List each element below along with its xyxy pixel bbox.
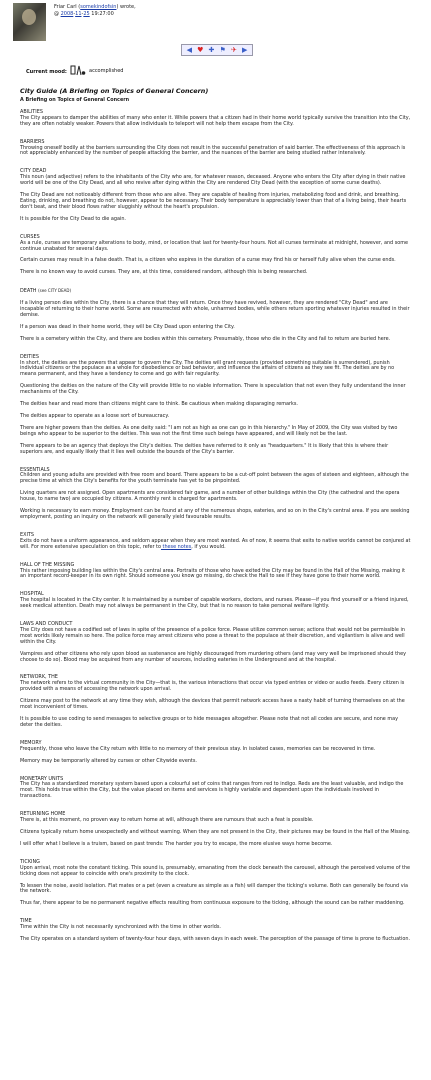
ticking-text-1: Upon arrival, most note the constant ticking. This sound is, presumably, emanating from the clock beneath the carousel, although the perceived volume of the ticking does not appear to coincide with one's proximity to the clock. bbox=[20, 864, 411, 877]
memory-text-1: Frequently, those who leave the City return with little to no memory of their previous stay. In isolated cases, memories can be recovered in time. bbox=[20, 745, 376, 752]
network-text-1: The network refers to the virtual community in the City—that is, the various interactions that occur via typed entries or video or audio feeds. Every citizen is provided with a means of accessing the network upon arrival. bbox=[20, 680, 405, 693]
post-subtitle: A Briefing on Topics of General Concern bbox=[20, 97, 130, 103]
bookmark-icon[interactable]: ⚑ bbox=[219, 46, 226, 54]
deities-text-2: Questioning the deities on the nature of the City will provide little to no viable information. There is speculation that not even they fully understand the inner mechanisms of the City. bbox=[20, 383, 406, 396]
mood-label: Current mood: bbox=[26, 69, 67, 75]
time-text-2: The City operates on a standard system of twenty-four hour days, with seven days in each week. The perception of the passage of time is prone to fluctuation. bbox=[20, 936, 411, 943]
city-dead-text-1: This noun (and adjective) refers to the inhabitants of the City who are, for whatever reason, deceased. Anyone who enters the City after dying in their native world will be one of the City Dead, and all who revive after dying within the City are rendered City Dead (with the exception of some curse deaths). bbox=[20, 174, 406, 187]
returning-text-3: I will offer what I believe is a truism, based on past trends: The harder you try to escape, the more elusive ways home become. bbox=[20, 840, 333, 847]
date-day-link[interactable]: 25 bbox=[83, 11, 90, 17]
abilities-text: The City appears to damper the abilities of many who enter it. While powers that a citizen had in their home world typically survive the transition into the City, they are often notably weaker. Powers that allow individuals to teleport will not help them escape from the City. bbox=[20, 114, 411, 127]
entry-header bbox=[13, 3, 413, 43]
heading-hall-of-missing: HALL OF THE MISSING bbox=[20, 561, 75, 568]
ticking-text-3: Thus far, there appear to be no permanent negative effects resulting from continuous exposure to the ticking, although the sound can be rather maddening. bbox=[20, 900, 405, 907]
monetary-text: The City has a standardized monetary system based upon a colourful set of coins that ranges from red to indigo. Reds are the least valuable, and indigo the most. This holds true within the City, but the value placed on items and services is highly variable and dependent upon the individuals involved in transactions. bbox=[20, 781, 404, 800]
poster-username-link[interactable]: somekindofsin bbox=[80, 4, 117, 10]
flag-icon[interactable]: ✈ bbox=[230, 46, 237, 54]
heading-network: NETWORK, THE bbox=[20, 674, 58, 681]
mood-value: accomplished bbox=[89, 68, 124, 74]
curses-text-3: There is no known way to avoid curses. They are, at this time, considered random, although this is being researched. bbox=[20, 269, 308, 276]
at-label: @ bbox=[54, 11, 59, 17]
heading-memory: MEMORY bbox=[20, 739, 42, 746]
heading-curses: CURSES bbox=[20, 233, 40, 240]
heading-hospital: HOSPITAL bbox=[20, 591, 44, 598]
heading-time: TIME bbox=[20, 918, 32, 925]
laws-text-2: Vampires and other citizens who rely upon blood as sustenance are highly discouraged from murdering others (and may very well be imprisoned should they choose to do so). Blood may be acquired from any number of sources, including eateries in the Underground and at the hospital. bbox=[20, 650, 407, 663]
laws-text-1: The City does not have a codified set of laws in spite of the presence of a police force. Please utilize common sense; actions that would not be permissible in most worlds likely remain so here. The police force may arrest citizens who pose a threat to the populace at their discretion, and vigilantism is alive and well within the City. bbox=[20, 626, 405, 645]
barriers-text: Throwing oneself bodily at the barriers surrounding the City does not result in the successful penetration of said barrier. The effectiveness of this approach is not appreciably enhanced by the number of people attacking the barrier, and the nuances of the barrier are being studied rather intensively. bbox=[20, 144, 406, 157]
heading-city-dead: CITY DEAD bbox=[20, 168, 47, 175]
heading-monetary: MONETARY UNITS bbox=[20, 775, 64, 782]
death-text-2: If a person was dead in their home world, they will be City Dead upon entering the City. bbox=[20, 323, 235, 330]
heart-icon[interactable]: ♥ bbox=[197, 46, 204, 54]
heading-returning-home: RETURNING HOME bbox=[20, 811, 66, 818]
returning-text-2: Citizens typically return home unexpectedly and without warning. When they are not present in the City, their pictures may be found in the Hall of the Missing. bbox=[20, 828, 411, 835]
post-time: 19:27:00 bbox=[91, 11, 114, 17]
heading-barriers: BARRIERS bbox=[20, 138, 45, 145]
poster-line: Friar Carl (somekindofsin) wrote, @ 2008-11-25 19:27:00 bbox=[54, 4, 136, 17]
heading-laws: LAWS AND CONDUCT bbox=[20, 621, 73, 628]
mood-face-icon bbox=[70, 64, 86, 77]
date-month-link[interactable]: 11 bbox=[75, 11, 82, 17]
essentials-text-1: Children and young adults are provided with free room and board. There appears to be a cut-off point between the ages of sixteen and eighteen, although the precise time at which the City's benefits for the youth terminate has yet to be pinpointed. bbox=[20, 472, 409, 485]
essentials-text-3: Working is necessary to earn money. Employment can be found at any of the numerous shops, eateries, and so on in the City's central area. If you are seeking employment, posting an inquiry on the network will generally yield favourable results. bbox=[20, 508, 410, 520]
prev-arrow-icon[interactable]: ◀ bbox=[186, 46, 192, 54]
heading-abilities: ABILITIES bbox=[20, 108, 43, 115]
post-title: City Guide (A Briefing on Topics of General Concern) bbox=[20, 87, 209, 95]
hospital-text: The hospital is located in the City center. It is maintained by a number of capable workers, doctors, and nurses. Please—if you find yourself or a friend injured, seek medical attention. Death may not always be permanent in the City, but that is no reason to take personal welfare lightly. bbox=[20, 597, 409, 610]
deities-text-6: There appears to be an agency that deploys the City's deities. The deities have referred to it only as "headquarters." It is likely that this is where their superiors are, and equally likely that it lies well outside the bounds of the City's barrier. bbox=[20, 442, 389, 455]
plus-icon[interactable]: ✚ bbox=[208, 46, 215, 54]
date-year-link[interactable]: 2008 bbox=[60, 11, 74, 17]
wrote-label: wrote, bbox=[120, 4, 136, 10]
post-body bbox=[20, 98, 412, 943]
poster-name: Friar Carl bbox=[54, 4, 77, 10]
curses-text-2: Certain curses may result in a false death. That is, a citizen who expires in the duration of a curse may find his or herself fully alive when the curse ends. bbox=[20, 257, 396, 264]
exits-text bbox=[20, 539, 412, 551]
memory-text-2: Memory may be temporarily altered by curses or other Citywide events. bbox=[20, 757, 197, 764]
network-text-2: Citizens may post to the network at any time they wish, although the devices that permit network access have a nasty habit of turning themselves on at the most inconvenient of times. bbox=[20, 698, 405, 711]
deities-text-1: In short, the deities are the powers that appear to govern the City. The deities will grant requests (provided something suitable is surrendered), punish individual citizens or the populace as a whole for disobedience or bad behavior, and influence the affairs of citizens as they see fit. The deities are by no means permanent, and they have a tendency to come and go with fair regularity. bbox=[20, 359, 395, 378]
exits-text-after: , if you would. bbox=[191, 543, 226, 550]
heading-exits: EXITS bbox=[20, 531, 34, 538]
death-text-1: If a living person dies within the City, there is a chance that they will return. Once they have revived, however, they are rendered "City Dead" and are incapable of returning to their home world. Some are resurrected with whole, unharmed bodies, while others return sporting whatever injuries resulted in their demise. bbox=[20, 300, 410, 318]
deities-text-3: The deities hear and read more than citizens might care to think. Be cautious when making disparaging remarks. bbox=[20, 401, 298, 408]
heading-death bbox=[20, 288, 412, 295]
death-text-3: There is a cemetery within the City, and there are bodies within this cemetery. Presumably, those who die in the City and fail to return are buried here. bbox=[20, 335, 391, 342]
heading-essentials: ESSENTIALS bbox=[20, 466, 50, 473]
city-dead-text-3: It is possible for the City Dead to die again. bbox=[20, 215, 126, 222]
next-arrow-icon[interactable]: ▶ bbox=[241, 46, 248, 54]
user-avatar[interactable] bbox=[13, 3, 46, 41]
curses-text-1: As a rule, curses are temporary alterations to body, mind, or location that last for twenty-four hours. Not all curses terminate at midnight, however, and some continue unabated for several days. bbox=[20, 239, 409, 252]
hall-text: This rather imposing building lies within the City's central area. Portraits of those who have exited the City may be found in the Hall of the Missing, making it an important record-keeper in its own right. Should someone you know go missing, do check the Hall to see if they have gone to their home world. bbox=[20, 567, 405, 580]
death-see-note: (see CITY DEAD) bbox=[38, 288, 72, 294]
death-heading-text: DEATH bbox=[20, 288, 37, 295]
network-text-3: It is possible to use coding to send messages to selective groups or to hide messages altogether. Please note that not all codes are secure, and none may deter the deities. bbox=[20, 716, 399, 728]
ticking-text-2: To lessen the noise, avoid isolation. Flat mates or a pet (even a creature as simple as a fish) will damper the ticking's volume. Both can generally be found via the network. bbox=[20, 882, 408, 895]
these-notes-link[interactable]: these notes bbox=[160, 543, 192, 550]
deities-text-5: There are higher powers than the deities. As one deity said: "I am not as high as one can go in this hierarchy." In May of 2009, the City was visited by two beings who appear to be superior to the deities. This was not the first time such beings have appeared, and will likely not be the last. bbox=[20, 424, 398, 437]
returning-text-1: There is, at this moment, no proven way to return home at will, although there are rumours that such a feat is possible. bbox=[20, 817, 314, 824]
time-text-1: Time within the City is not necessarily synchronized with the time in other worlds. bbox=[20, 924, 221, 931]
heading-deities: DEITIES bbox=[20, 353, 39, 360]
city-dead-text-2: The City Dead are not noticeably different from those who are alive. They are capable of healing from injuries, metabolizing food and drink, and breathing. Eating, drinking, and breathing do not, however, appear to be necessary. Their body temperature is appreciably lower than that of a living being, their hearts don't beat, and their blood flows rather sluggishly without the heart's propulsion. bbox=[20, 192, 407, 210]
exits-text-body: Exits do not have a uniform appearance, and seldom appear when they are most wanted. As of now, it seems that exits to native worlds cannot be conjured at will. For more extensive speculation on this topic, refer to bbox=[20, 537, 411, 550]
essentials-text-2: Living quarters are not assigned. Open apartments are considered fair game, and a number of other buildings within the City (the cathedral and the opera house, to name two) are occupied by citizens. A monthly rent is charged for apartments. bbox=[20, 490, 400, 503]
deities-text-4: The deities appear to operate as a loose sort of bureaucracy. bbox=[20, 413, 170, 419]
entry-nav-bar bbox=[181, 44, 253, 56]
heading-ticking: TICKING bbox=[20, 858, 40, 865]
